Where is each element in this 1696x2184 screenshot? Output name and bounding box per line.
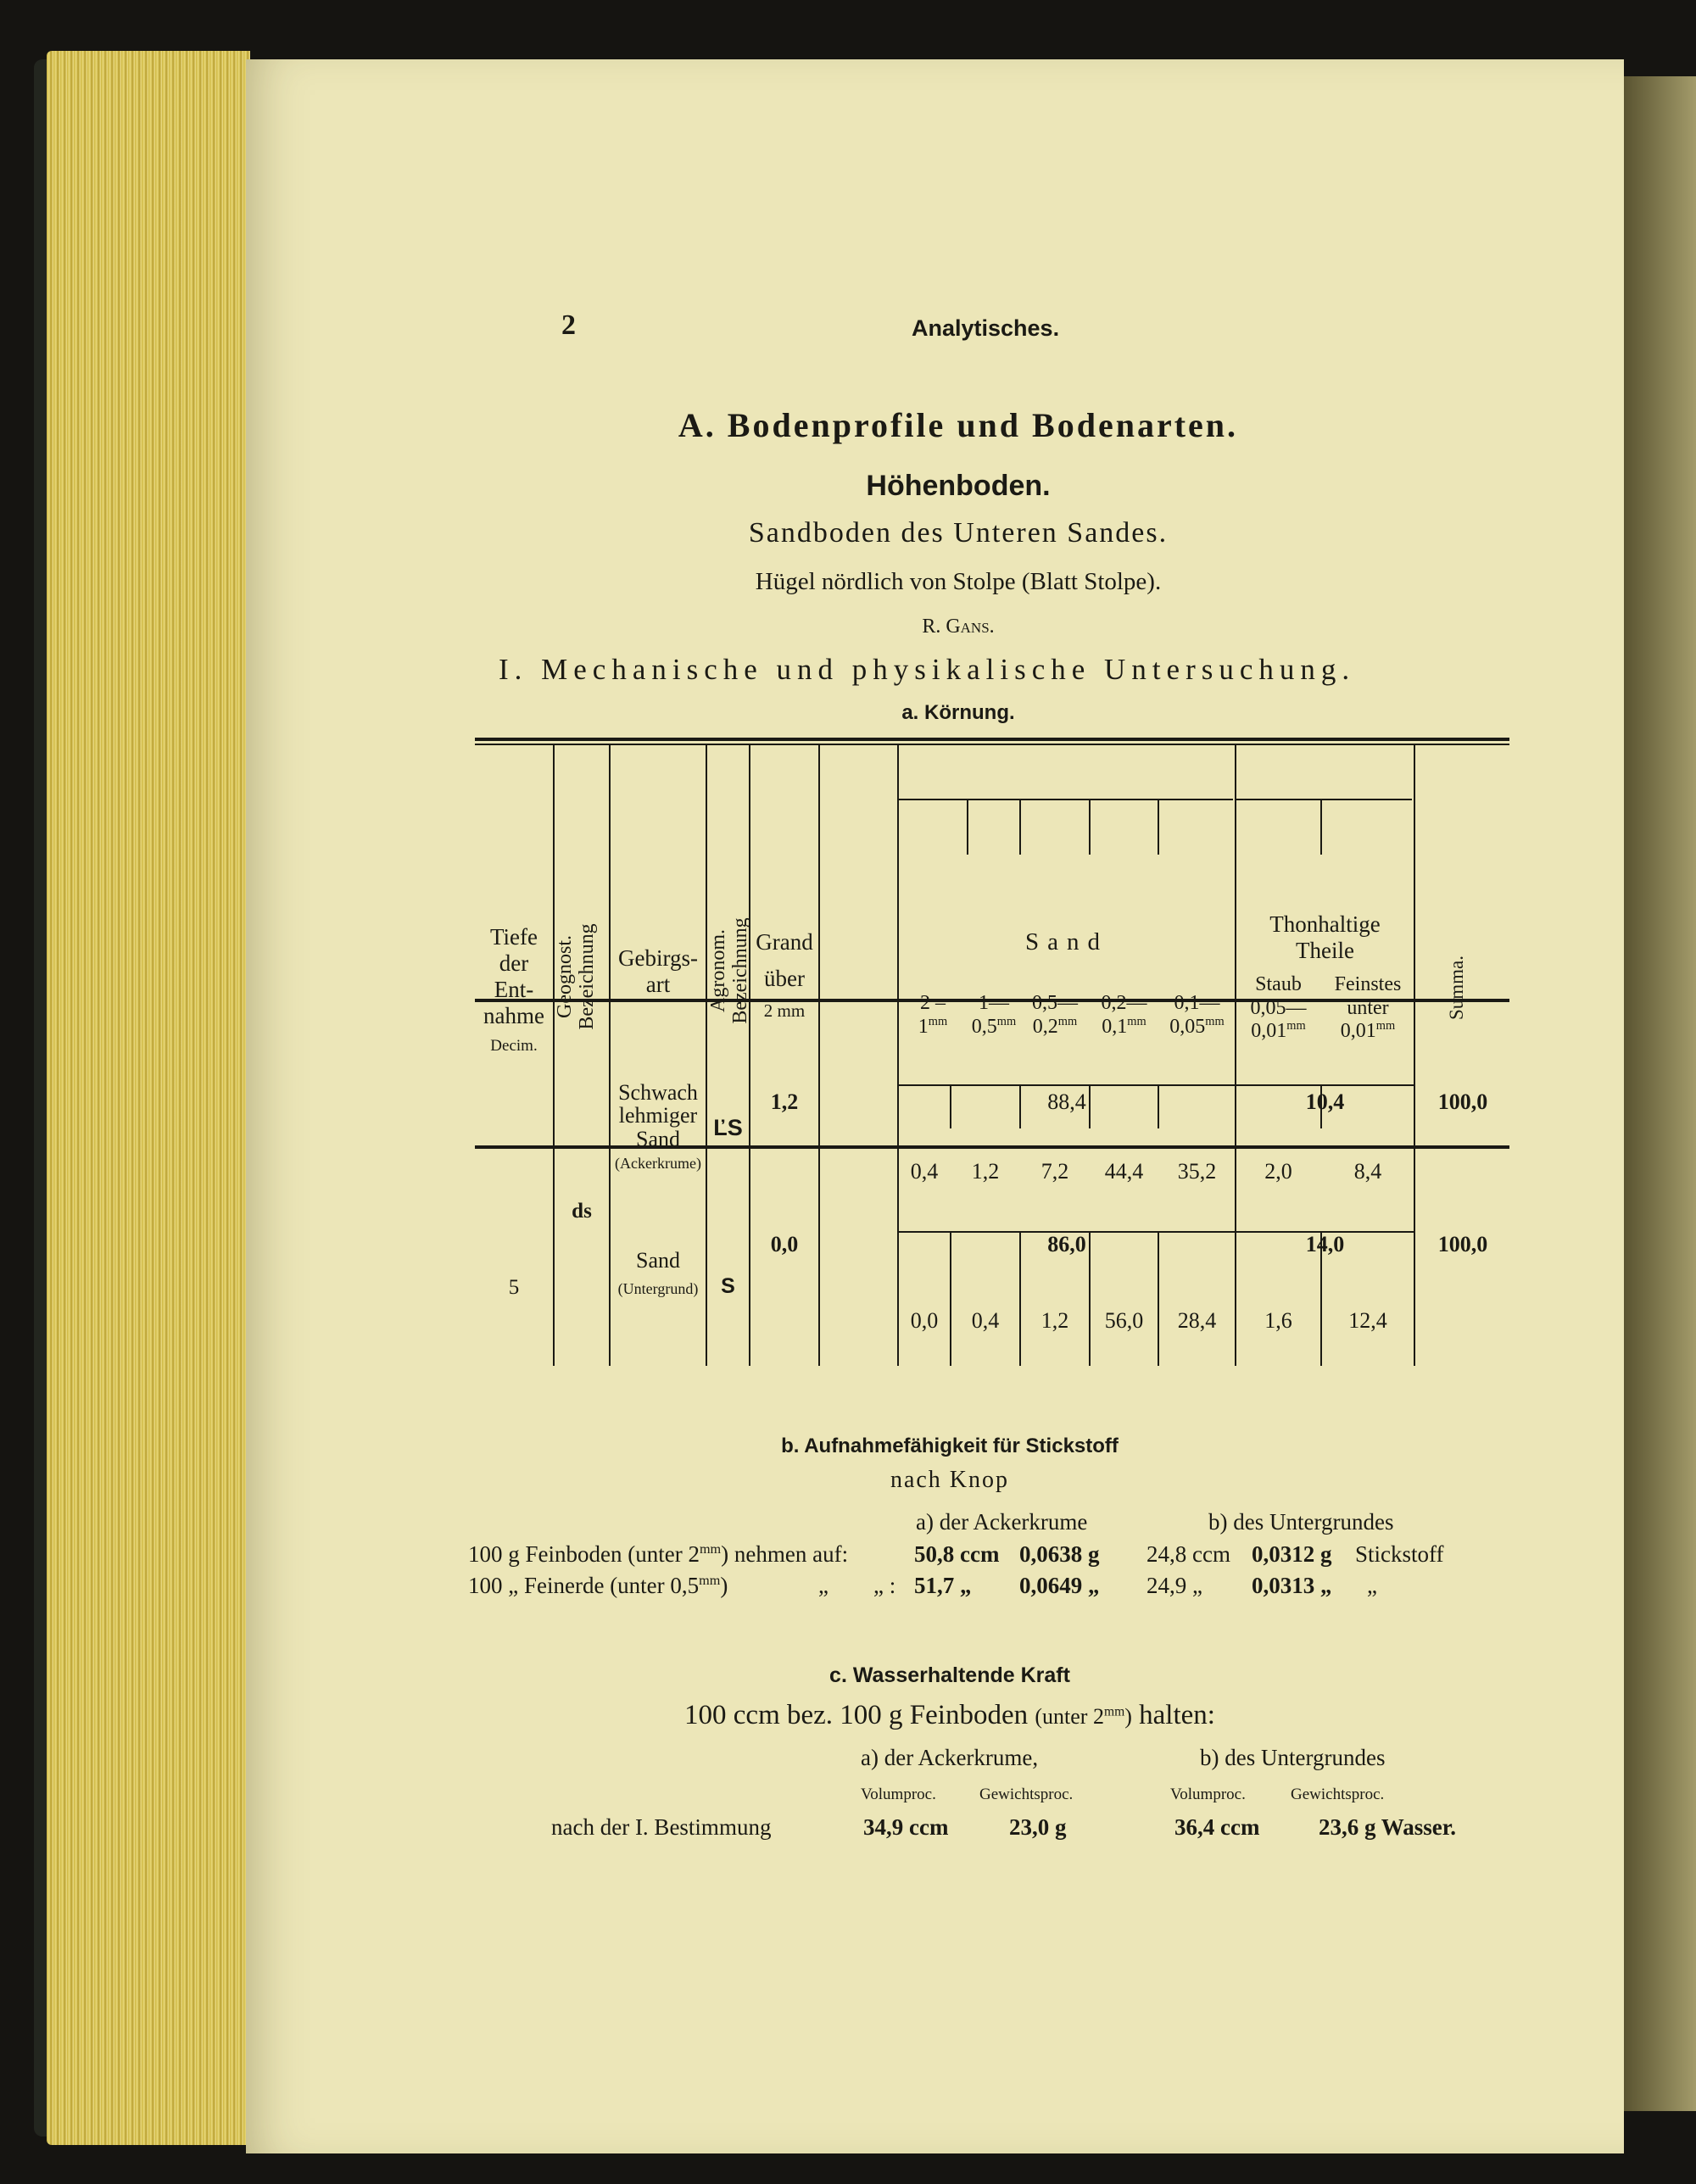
sub-col-line — [1320, 799, 1322, 855]
sub-col-line — [1019, 799, 1021, 855]
section-title: A. Bodenprofile und Bodenarten. — [678, 406, 1239, 444]
row1-detail: 44,4 — [1104, 1159, 1144, 1184]
subtitle: Höhenboden. — [866, 470, 1051, 502]
depth-value: 5 — [508, 1276, 520, 1299]
row1-split-rule — [899, 1084, 1414, 1086]
row2-gebirgsart: Sand (Untergrund) — [617, 1248, 699, 1297]
header-thon: Thonhaltige Theile — [1269, 911, 1381, 964]
row1-detail: 2,0 — [1264, 1159, 1292, 1184]
sub-col-line — [1089, 799, 1091, 855]
running-head: Analytisches. — [912, 315, 1060, 341]
header-sand-2-1: 2 – $1^{mm}$ — [918, 992, 948, 1038]
section-c-a-vol: 34,9 ccm — [863, 1814, 949, 1840]
col-line — [553, 1128, 555, 1366]
header-geognost: Geognost. Bezeichnung — [554, 923, 599, 1030]
book-page — [246, 59, 1624, 2153]
header-gebirgsart: Gebirgs- art — [618, 945, 698, 998]
col-line — [818, 744, 820, 1128]
row1-summa: 100,0 — [1437, 1089, 1488, 1114]
section-b-col-a: a) der Ackerkrume — [916, 1509, 1088, 1535]
section-c-vol-a: Volumproc. — [861, 1786, 936, 1803]
header-grand: Grand über 2 mm — [756, 929, 813, 1022]
row2-sand-total: 86,0 — [1047, 1232, 1086, 1256]
col-line — [609, 744, 611, 1128]
section-b-col-b: b) des Untergrundes — [1208, 1509, 1394, 1535]
header-sand: Sand — [1025, 928, 1108, 956]
header-sand-01-005: 0,1— $0,05^{mm}$ — [1169, 992, 1225, 1038]
header-sand-1-05: 1— $0,5^{mm}$ — [971, 992, 1017, 1038]
row1-sand-total: 88,4 — [1047, 1089, 1086, 1114]
next-page-edge — [1624, 76, 1696, 2111]
geognost-value: ds — [572, 1200, 592, 1223]
row1-thon-total: 10,4 — [1305, 1089, 1345, 1114]
section-b-title: b. Aufnahmefähigkeit für Stickstoff — [781, 1435, 1119, 1457]
col-line — [818, 1128, 820, 1366]
sand-sub-rule — [899, 799, 1233, 800]
section-b-line1: 100 g Feinboden (unter $2^{mm}$) nehmen auf: 50,8 ccm 0,0638 g 24,8 ccm 0,0312 g Stickstoff — [468, 1541, 1444, 1567]
row2-detail: 0,0 — [910, 1308, 939, 1333]
thon-sub-rule — [1236, 799, 1412, 800]
part-title: I. Mechanische und physikalische Untersuchung. — [499, 653, 1356, 686]
row2-grand: 0,0 — [770, 1232, 799, 1256]
header-agronom: Agronom. Bezeichnung — [707, 917, 752, 1024]
row2-detail: 56,0 — [1104, 1308, 1144, 1333]
row1-agronom: ĽS — [713, 1115, 743, 1140]
page-content — [246, 59, 1624, 2153]
row2-thon-total: 14,0 — [1305, 1232, 1345, 1256]
section-c-gew-b: Gewichtsproc. — [1291, 1786, 1385, 1803]
row1-detail: 8,4 — [1353, 1159, 1382, 1184]
row1-detail: 1,2 — [971, 1159, 1000, 1184]
section-c-vol-b: Volumproc. — [1170, 1786, 1246, 1803]
row1-detail: 0,4 — [910, 1159, 939, 1184]
row2-detail: 1,2 — [1040, 1308, 1069, 1333]
row2-detail: 1,6 — [1264, 1308, 1292, 1333]
soil-title: Sandboden des Unteren Sandes. — [748, 517, 1169, 549]
section-c-b-vol: 36,4 ccm — [1174, 1814, 1260, 1840]
page-edges — [47, 51, 250, 2145]
sub-col-line — [967, 799, 968, 855]
row2-detail: 28,4 — [1177, 1308, 1217, 1333]
location: Hügel nördlich von Stolpe (Blatt Stolpe). — [755, 568, 1162, 595]
row2-detail: 12,4 — [1348, 1308, 1387, 1333]
row1-detail: 7,2 — [1040, 1159, 1069, 1184]
row2-detail: 0,4 — [971, 1308, 1000, 1333]
header-sand-05-02: 0,5— $0,2^{mm}$ — [1032, 992, 1078, 1038]
header-depth: Tiefe der Ent- nahme — [483, 924, 544, 1029]
section-c-gew-a: Gewichtsproc. — [979, 1786, 1074, 1803]
header-staub: Staub 0,05— $0,01^{mm}$ — [1250, 973, 1307, 1043]
section-b-line2: 100 „ Feinerde (unter $0,5^{mm}$) „ „ : 51,7 „ 0,0649 „ 24,9 „ 0,0313 „ „ — [468, 1573, 1377, 1598]
table-top-rule-thin — [475, 744, 1509, 745]
row1-gebirgsart: Schwach lehmiger Sand (Ackerkrume) — [615, 1080, 701, 1172]
author: R. Gans. — [922, 616, 995, 638]
section-c-line: 100 ccm bez. 100 g Feinboden (unter $2^{mm}$) halten: — [684, 1700, 1215, 1730]
section-c-col-b: b) des Untergrundes — [1200, 1745, 1386, 1770]
header-summa: Summa. — [1446, 955, 1467, 1021]
row1-grand: 1,2 — [770, 1089, 799, 1114]
section-c-col-a: a) der Ackerkrume, — [861, 1745, 1039, 1770]
row1-detail: 35,2 — [1177, 1159, 1217, 1184]
section-c-a-gew: 23,0 g — [1009, 1814, 1067, 1840]
page-number: 2 — [561, 309, 576, 341]
header-depth-unit: Decim. — [490, 1037, 538, 1055]
sub-col-line — [1158, 799, 1159, 855]
section-a-title: a. Körnung. — [901, 701, 1015, 724]
section-b-subtitle: nach Knop — [890, 1467, 1010, 1493]
table-top-rule — [475, 738, 1509, 741]
col-line — [1414, 1128, 1415, 1366]
header-feinstes: Feinstes unter $0,01^{mm}$ — [1334, 973, 1402, 1043]
section-c-b-gew: 23,6 g Wasser. — [1319, 1814, 1457, 1840]
header-sand-02-01: 0,2— $0,1^{mm}$ — [1101, 992, 1147, 1038]
row2-agronom: S — [721, 1274, 735, 1298]
row2-summa: 100,0 — [1437, 1232, 1488, 1256]
col-line — [1414, 744, 1415, 1128]
col-line — [706, 1128, 707, 1366]
section-c-row-label: nach der I. Bestimmung — [551, 1814, 772, 1840]
section-c-title: c. Wasserhaltende Kraft — [829, 1663, 1070, 1687]
